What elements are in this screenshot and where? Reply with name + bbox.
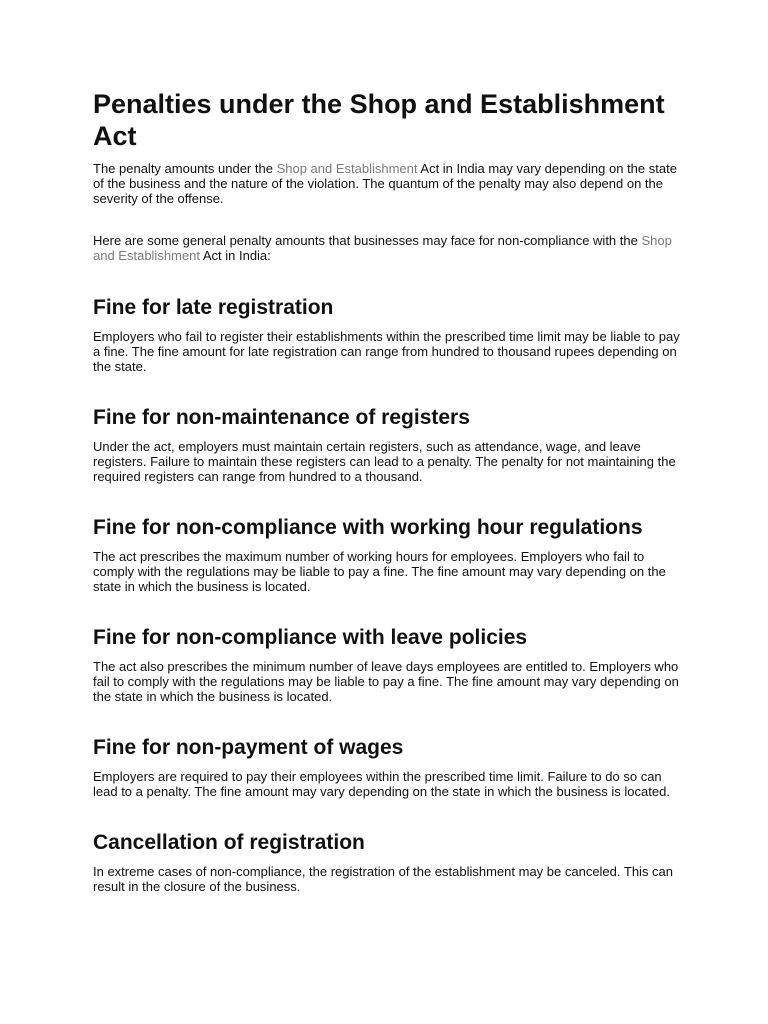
section-heading: Fine for late registration [93,296,334,319]
section-heading: Fine for non-compliance with working hour regulations [93,516,643,539]
section-heading: Fine for non-payment of wages [93,736,404,759]
section-text: In extreme cases of non-compliance, the registration of the establishment may be canceled. This can result in the closure of the business. [93,864,674,894]
section-text: The act prescribes the maximum number of working hours for employees. Employers who fail to comply with the regulations may be liable to pay a fine. The fine amount may vary depending on the state in which the business is located. [93,549,666,594]
lead-paragraph [93,233,683,263]
section-text: Employers who fail to register their establishments within the prescribed time limit may be liable to pay a fine. The fine amount for late registration can range from hundred to thousand rupees depending on the state. [93,329,680,374]
intro-paragraph [93,161,683,206]
section-text: The act also prescribes the minimum number of leave days employees are entitled to. Employers who fail to comply with the regulations may be liable to pay a fine. The fine amount may vary depending on the state in which the business is located. [93,659,679,704]
section-working-hours [93,516,683,594]
section-text: Under the act, employers must maintain certain registers, such as attendance, wage, and leave registers. Failure to maintain these registers can lead to a penalty. The penalty for not maintaining the required registers can range from hundred to a thousand. [93,439,676,484]
section-late-registration [93,296,683,374]
lead-text-end: Act in India: [199,248,271,263]
lead-text-start: Here are some general penalty amounts that businesses may face for non-compliance with the [93,233,642,248]
section-non-maintenance-registers [93,406,683,484]
section-heading: Fine for non-compliance with leave policies [93,626,528,649]
section-text: Employers are required to pay their employees within the prescribed time limit. Failure to do so can lead to a penalty. The fine amount may vary depending on the state in which the business is located. [93,769,670,799]
shop-establishment-link[interactable]: Shop and Establishment [276,161,418,176]
section-non-payment-wages [93,736,683,799]
section-leave-policies [93,626,683,704]
section-cancellation [93,831,683,894]
section-heading: Cancellation of registration [93,831,365,854]
intro-text-start: The penalty amounts under the [93,161,277,176]
shop-establishment-link-2[interactable]: Shop and Establishment [93,233,672,263]
document-page [93,88,683,926]
intro-text-end: Act in India may vary depending on the state of the business and the nature of the violation. The quantum of the penalty may also depend on the severity of the offense. [93,161,677,206]
section-heading: Fine for non-maintenance of registers [93,406,470,429]
page-title: Penalties under the Shop and Establishment Act [93,89,665,151]
